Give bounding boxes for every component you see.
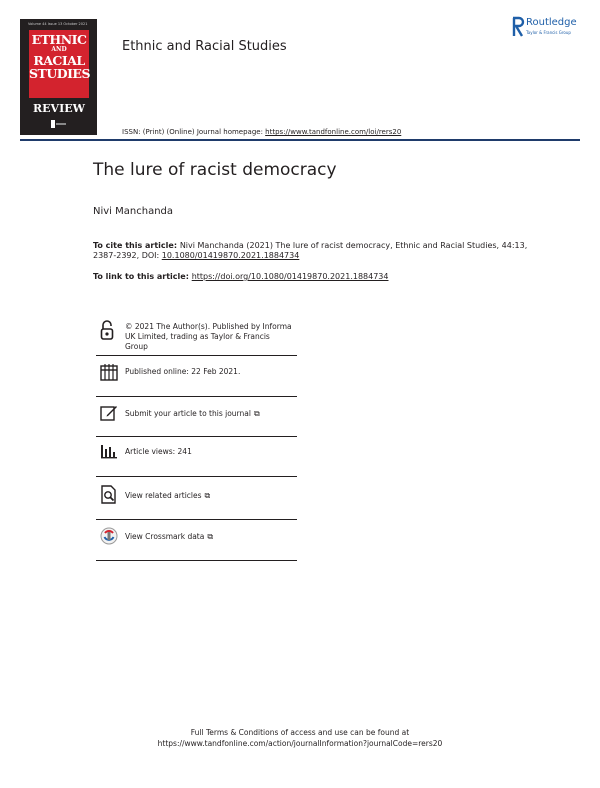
cover-title-line5: REVIEW [33,102,85,115]
license-line1: © 2021 The Author(s). Published by Informa [125,322,292,331]
edit-icon [100,404,118,422]
cover-title-line3: RACIAL [33,53,85,68]
submit-text: Submit your article to this journal [125,409,251,418]
related-link[interactable] [125,491,210,501]
published-date: Published online: 22 Feb 2021. [125,367,241,376]
crossmark-link[interactable] [125,532,213,542]
cover-publisher-logo [51,120,67,128]
bar-chart-icon [100,443,118,459]
submit-link[interactable] [125,409,260,419]
header-divider [20,139,580,141]
footer-terms [0,727,600,749]
crossmark-text: View Crossmark data [125,532,205,541]
related-text: View related articles [125,491,202,500]
cite-doi-link[interactable]: 10.1080/01419870.2021.1884734 [161,251,300,260]
routledge-r-icon [511,16,525,38]
external-link-icon: ⧉ [207,532,214,541]
journal-title: Ethnic and Racial Studies [122,39,287,54]
cover-title-box [29,30,89,98]
article-title: The lure of racist democracy [93,160,337,180]
cover-title-line1: ETHNIC [31,32,87,47]
related-block[interactable] [96,477,297,520]
routledge-mini-logo-icon [51,120,67,129]
journal-homepage-link[interactable]: https://www.tandfonline.com/loi/rers20 [265,128,402,136]
brand-name: Routledge [526,17,577,28]
license-text [125,322,292,352]
article-author: Nivi Manchanda [93,206,174,217]
search-document-icon [100,485,118,505]
license-line3: Group [125,342,148,351]
footer-terms-link[interactable]: https://www.tandfonline.com/action/journalInformation?journalCode=rers20 [157,739,443,748]
journal-cover-image [20,19,97,135]
issn-label: ISSN: (Print) (Online) Journal homepage: [122,128,266,136]
link-label: To link to this article: [93,272,192,281]
crossmark-icon [100,527,118,545]
routledge-logo[interactable] [511,16,591,42]
views-block [96,437,297,477]
published-block [96,356,297,397]
license-line2: UK Limited, trading as Taylor & Francis [125,332,270,341]
calendar-icon [100,363,118,381]
cite-label: To cite this article: [93,241,180,250]
article-views: Article views: 241 [125,447,192,456]
footer-line1: Full Terms & Conditions of access and use can be found at [190,728,410,737]
cite-text: Nivi Manchanda (2021) The lure of racist democracy, Ethnic and Racial Studies, 44:13, 2387-2392, DOI: [93,241,528,260]
open-access-lock-icon [100,320,114,340]
cover-issue-line: Volume 44 Issue 13 October 2021 [28,22,88,26]
license-block [96,318,297,356]
external-link-icon: ⧉ [253,409,260,418]
cover-title-line2: AND [51,46,67,53]
brand-tagline: Taylor & Francis Group [526,30,571,35]
submit-block[interactable] [96,397,297,437]
issn-line [122,128,401,136]
crossmark-block[interactable] [96,520,297,561]
cover-title-line4: STUDIES [29,66,90,81]
citation-block [93,241,553,261]
article-info-blocks [96,318,297,561]
article-link-line [93,272,389,281]
article-doi-link[interactable]: https://doi.org/10.1080/01419870.2021.1884734 [191,272,389,281]
external-link-icon: ⧉ [204,491,211,500]
